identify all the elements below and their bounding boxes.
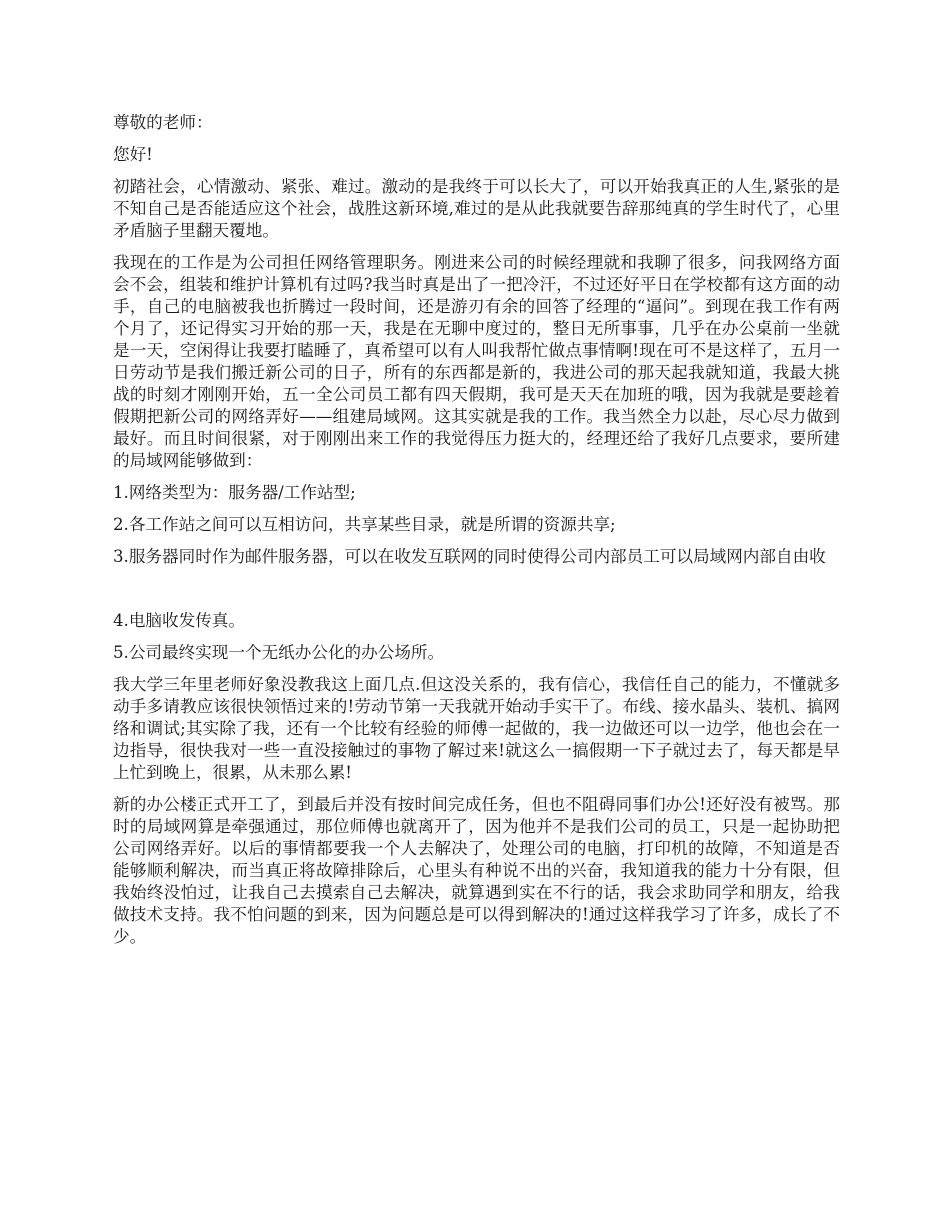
body-paragraph: 新的办公楼正式开工了，到最后并没有按时间完成任务，但也不阻碍同事们办公!还好没有被骂。那时的局域网算是牵强通过，那位师傅也就离开了，因为他并不是我们公司的员工，只是一起协助把公司网络弄好。以后的事情都要我一个人去解决了，处理公司的电脑，打印机的故障，不知道是否能够顺利解决，而当真正将故障排除后，心里头有种说不出的兴奋，我知道我的能力十分有限，但我始终没怕过，让我自己去摸索自己去解决，就算遇到实在不行的话，我会求助同学和朋友，给我做技术支持。我不怕问题的到来，因为问题总是可以得到解决的!通过这样我学习了许多，成长了不少。 (113, 795, 840, 946)
blank-gap (113, 578, 840, 610)
list-item: 4.电脑收发传真。 (113, 611, 245, 630)
body-paragraph: 初踏社会，心情激动、紧张、难过。激动的是我终于可以长大了，可以开始我真正的人生,紧张的是不知自己是否能适应这个社会，战胜这新环境,难过的是从此我就要告辞那纯真的学生时代了，心里矛盾脑子里翻天覆地。 (113, 177, 840, 240)
list-item: 5.公司最终实现一个无纸办公化的办公场所。 (113, 643, 445, 662)
list-item: 2.各工作站之间可以互相访问，共享某些目录，就是所谓的资源共享; (113, 515, 616, 534)
body-paragraph: 我大学三年里老师好象没教我这上面几点.但这没关系的，我有信心，我信任自己的能力，不懂就多动手多请教应该很快领悟过来的!劳动节第一天我就开始动手实干了。布线、接水晶头、装机、搞网络和调试;其实除了我，还有一个比较有经验的师傅一起做的，我一边做还可以一边学，他也会在一边指导，很快我对一些一直没接触过的事物了解过来!就这么一搞假期一下子就过去了，每天都是早上忙到晚上，很累，从未那么累! (113, 675, 840, 782)
salutation: 尊敬的老师： (113, 113, 213, 132)
list-item: 3.服务器同时作为邮件服务器，可以在收发互联网的同时使得公司内部员工可以局域网内部自由收 (113, 547, 826, 566)
body-paragraph: 我现在的工作是为公司担任网络管理职务。刚进来公司的时候经理就和我聊了很多，问我网络方面会不会，组装和维护计算机有过吗?我当时真是出了一把冷汗，不过还好平日在学校都有这方面的动手，自己的电脑被我也折腾过一段时间，还是游刃有余的回答了经理的“逼问”。到现在我工作有两个月了，还记得实习开始的那一天，我是在无聊中度过的，整日无所事事，几乎在办公桌前一坐就是一天，空闲得让我要打瞌睡了，真希望可以有人叫我帮忙做点事情啊!现在可不是这样了，五月一日劳动节是我们搬迁新公司的日子，所有的东西都是新的，我进公司的那天起我就知道，我最大挑战的时刻才刚刚开始，五一全公司员工都有四天假期，我可是天天在加班的哦，因为我就是要趁着假期把新公司的网络弄好——组建局域网。这其实就是我的工作。我当然全力以赴，尽心尽力做到最好。而且时间很紧，对于刚刚出来工作的我觉得压力挺大的，经理还给了我好几点要求，要所建的局域网能够做到： (113, 253, 840, 470)
greeting: 您好! (113, 145, 153, 164)
list-item: 1.网络类型为：服务器/工作站型; (113, 483, 356, 502)
document-page (113, 112, 840, 958)
